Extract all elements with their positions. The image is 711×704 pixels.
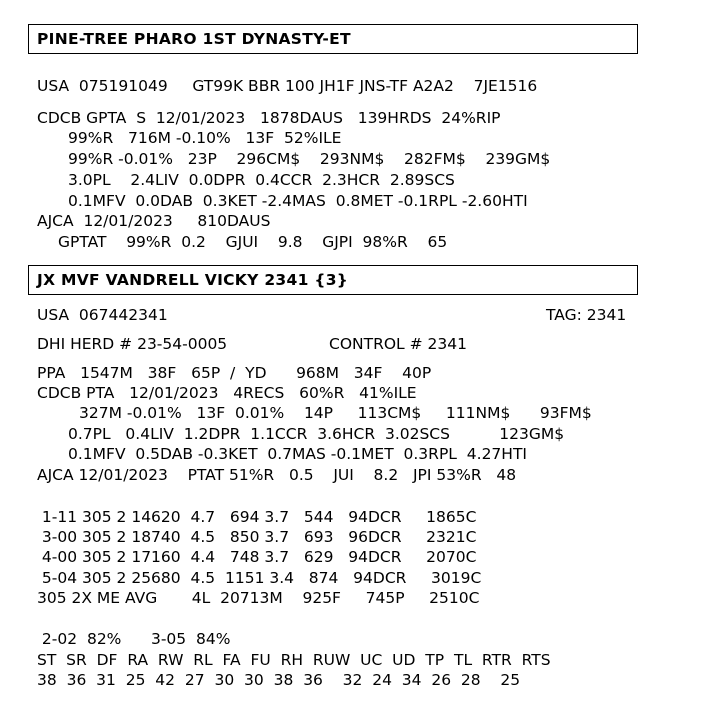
classification-scores: 2-02 82% 3-05 84% — [37, 630, 231, 648]
cow-title: JX MVF VANDRELL VICKY 2341 {3} — [37, 271, 349, 289]
cow-tag: TAG: 2341 — [546, 306, 627, 324]
sire-cdcb-line: CDCB GPTA S 12/01/2023 1878DAUS 139HRDS 24%RIP — [37, 109, 501, 127]
sire-production-line-1: 99%R 716M -0.10% 13F 52%ILE — [68, 129, 342, 147]
dhi-herd-number: DHI HERD # 23-54-0005 — [37, 335, 228, 353]
sire-id-line: USA 075191049 GT99K BBR 100 JH1F JNS-TF A2A2 7JE1516 — [37, 77, 538, 95]
linear-trait-headers: ST SR DF RA RW RL FA FU RH RUW UC UD TP TL RTR RTS — [37, 651, 551, 669]
lactation-record: 3-00 305 2 18740 4.5 850 3.7 693 96DCR 2321C — [37, 528, 477, 546]
lactation-record: 4-00 305 2 17160 4.4 748 3.7 629 94DCR 2070C — [37, 548, 477, 566]
lactation-average: 305 2X ME AVG 4L 20713M 925F 745P 2510C — [37, 589, 480, 607]
sire-production-line-2: 99%R -0.01% 23P 296CM$ 293NM$ 282FM$ 239GM$ — [68, 150, 551, 168]
sire-header-box — [28, 24, 638, 54]
cow-ppa-line: PPA 1547M 38F 65P / YD 968M 34F 40P — [37, 364, 432, 382]
control-number: CONTROL # 2341 — [329, 335, 467, 353]
cow-production-line-1: 327M -0.01% 13F 0.01% 14P 113CM$ 111NM$ 93FM$ — [79, 404, 592, 422]
sire-ajca-line: AJCA 12/01/2023 810DAUS — [37, 212, 271, 230]
cow-type-line-2: 0.1MFV 0.5DAB -0.3KET 0.7MAS -0.1MET 0.3RPL 4.27HTI — [68, 445, 527, 463]
sire-title: PINE-TREE PHARO 1ST DYNASTY-ET — [37, 30, 351, 48]
cow-cdcb-line: CDCB PTA 12/01/2023 4RECS 60%R 41%ILE — [37, 384, 417, 402]
sire-type-line-1: 3.0PL 2.4LIV 0.0DPR 0.4CCR 2.3HCR 2.89SCS — [68, 171, 455, 189]
sire-gptat-line: GPTAT 99%R 0.2 GJUI 9.8 GJPI 98%R 65 — [58, 233, 448, 251]
sire-type-line-2: 0.1MFV 0.0DAB 0.3KET -2.4MAS 0.8MET -0.1RPL -2.60HTI — [68, 192, 528, 210]
cow-usa-id: USA 067442341 — [37, 306, 168, 324]
cow-header-box — [28, 265, 638, 295]
lactation-record: 1-11 305 2 14620 4.7 694 3.7 544 94DCR 1865C — [37, 508, 477, 526]
cow-ajca-line: AJCA 12/01/2023 PTAT 51%R 0.5 JUI 8.2 JPI 53%R 48 — [37, 466, 517, 484]
cow-type-line-1: 0.7PL 0.4LIV 1.2DPR 1.1CCR 3.6HCR 3.02SCS 123GM$ — [68, 425, 565, 443]
lactation-record: 5-04 305 2 25680 4.5 1151 3.4 874 94DCR 3019C — [37, 569, 482, 587]
linear-trait-values: 38 36 31 25 42 27 30 30 38 36 32 24 34 26 28 25 — [37, 671, 521, 689]
